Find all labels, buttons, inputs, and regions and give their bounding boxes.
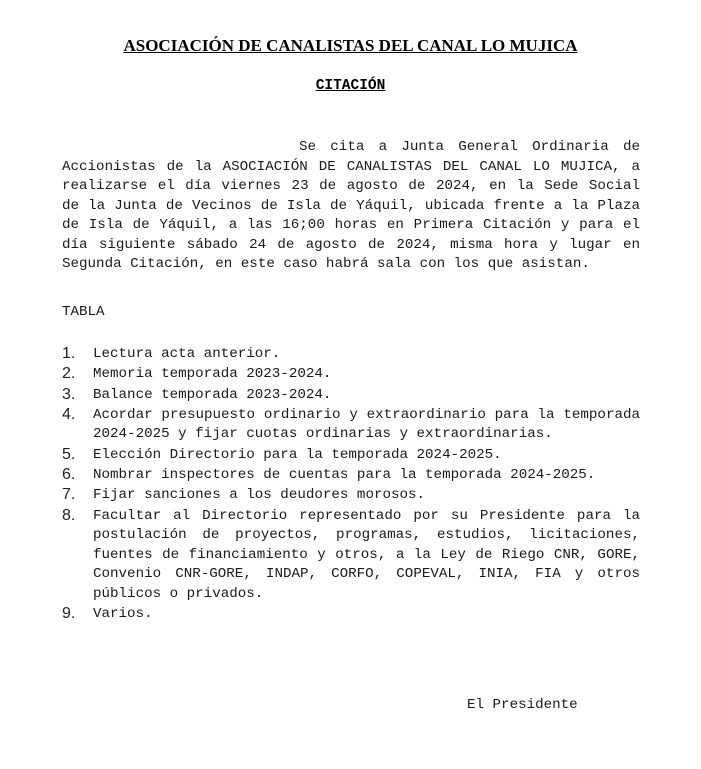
agenda-item-number: 2. xyxy=(62,365,76,383)
agenda-item-text: Memoria temporada 2023-2024. xyxy=(93,366,332,383)
agenda-item-number: 9. xyxy=(62,604,76,622)
agenda-item xyxy=(62,446,640,466)
agenda-item-text: Elección Directorio para la temporada 2024-2025. xyxy=(93,446,502,463)
agenda-item xyxy=(62,406,640,445)
agenda-item xyxy=(62,386,640,406)
agenda-item-text: Facultar al Directorio representado por su Presidente para la postulación de proyectos, programas, estudios, licitaciones, fuentes de financiamiento y otros, a la Ley de Riego CNR, GORE, Convenio CNR-GORE, INDAP, CORFO, COPEVAL, INIA, FIA y otros públicos o privados. xyxy=(93,507,640,602)
agenda-item-number: 7. xyxy=(62,486,76,504)
agenda-item-text: Balance temporada 2023-2024. xyxy=(93,386,332,403)
agenda-item-text: Varios. xyxy=(93,605,153,622)
agenda-list xyxy=(62,345,640,625)
agenda-item-number: 5. xyxy=(62,445,76,463)
agenda-item xyxy=(62,507,640,605)
agenda-item xyxy=(62,345,640,365)
agenda-item-text: Acordar presupuesto ordinario y extraordinario para la temporada 2024-2025 y fijar cuotas ordinarias y extraordinarias. xyxy=(93,406,640,443)
tabla-heading: TABLA xyxy=(62,304,105,320)
signature-line: El Presidente xyxy=(467,697,578,713)
agenda-item xyxy=(62,605,640,625)
agenda-item-text: Nombrar inspectores de cuentas para la temporada 2024-2025. xyxy=(93,466,596,483)
intro-paragraph: Se cita a Junta General Ordinaria de Accionistas de la ASOCIACIÓN DE CANALISTAS DEL CANAL LO MUJICA, a realizarse el día viernes 23 de agosto de 2024, en la Sede Social de la Junta de Vecinos de Isla de Yáquil, ubicada frente a la Plaza de Isla de Yáquil, a las 16;00 horas en Primera Citación y para el día siguiente sábado 24 de agosto de 2024, misma hora y lugar en Segunda Citación, en este caso habrá sala con los que asistan. xyxy=(62,139,640,272)
agenda-item-text: Fijar sanciones a los deudores morosos. xyxy=(93,487,426,504)
agenda-item-number: 6. xyxy=(62,465,76,483)
agenda-item-number: 4. xyxy=(62,405,76,423)
agenda-item xyxy=(62,365,640,385)
document-subtitle: CITACIÓN xyxy=(315,78,386,94)
agenda-item-number: 3. xyxy=(62,385,76,403)
agenda-item xyxy=(62,466,640,486)
document-title: ASOCIACIÓN DE CANALISTAS DEL CANAL LO MUJICA xyxy=(123,36,578,55)
agenda-item-number: 8. xyxy=(62,506,76,524)
agenda-item-number: 1. xyxy=(62,345,76,362)
agenda-item-text: Lectura acta anterior. xyxy=(93,346,281,362)
agenda-item xyxy=(62,486,640,506)
